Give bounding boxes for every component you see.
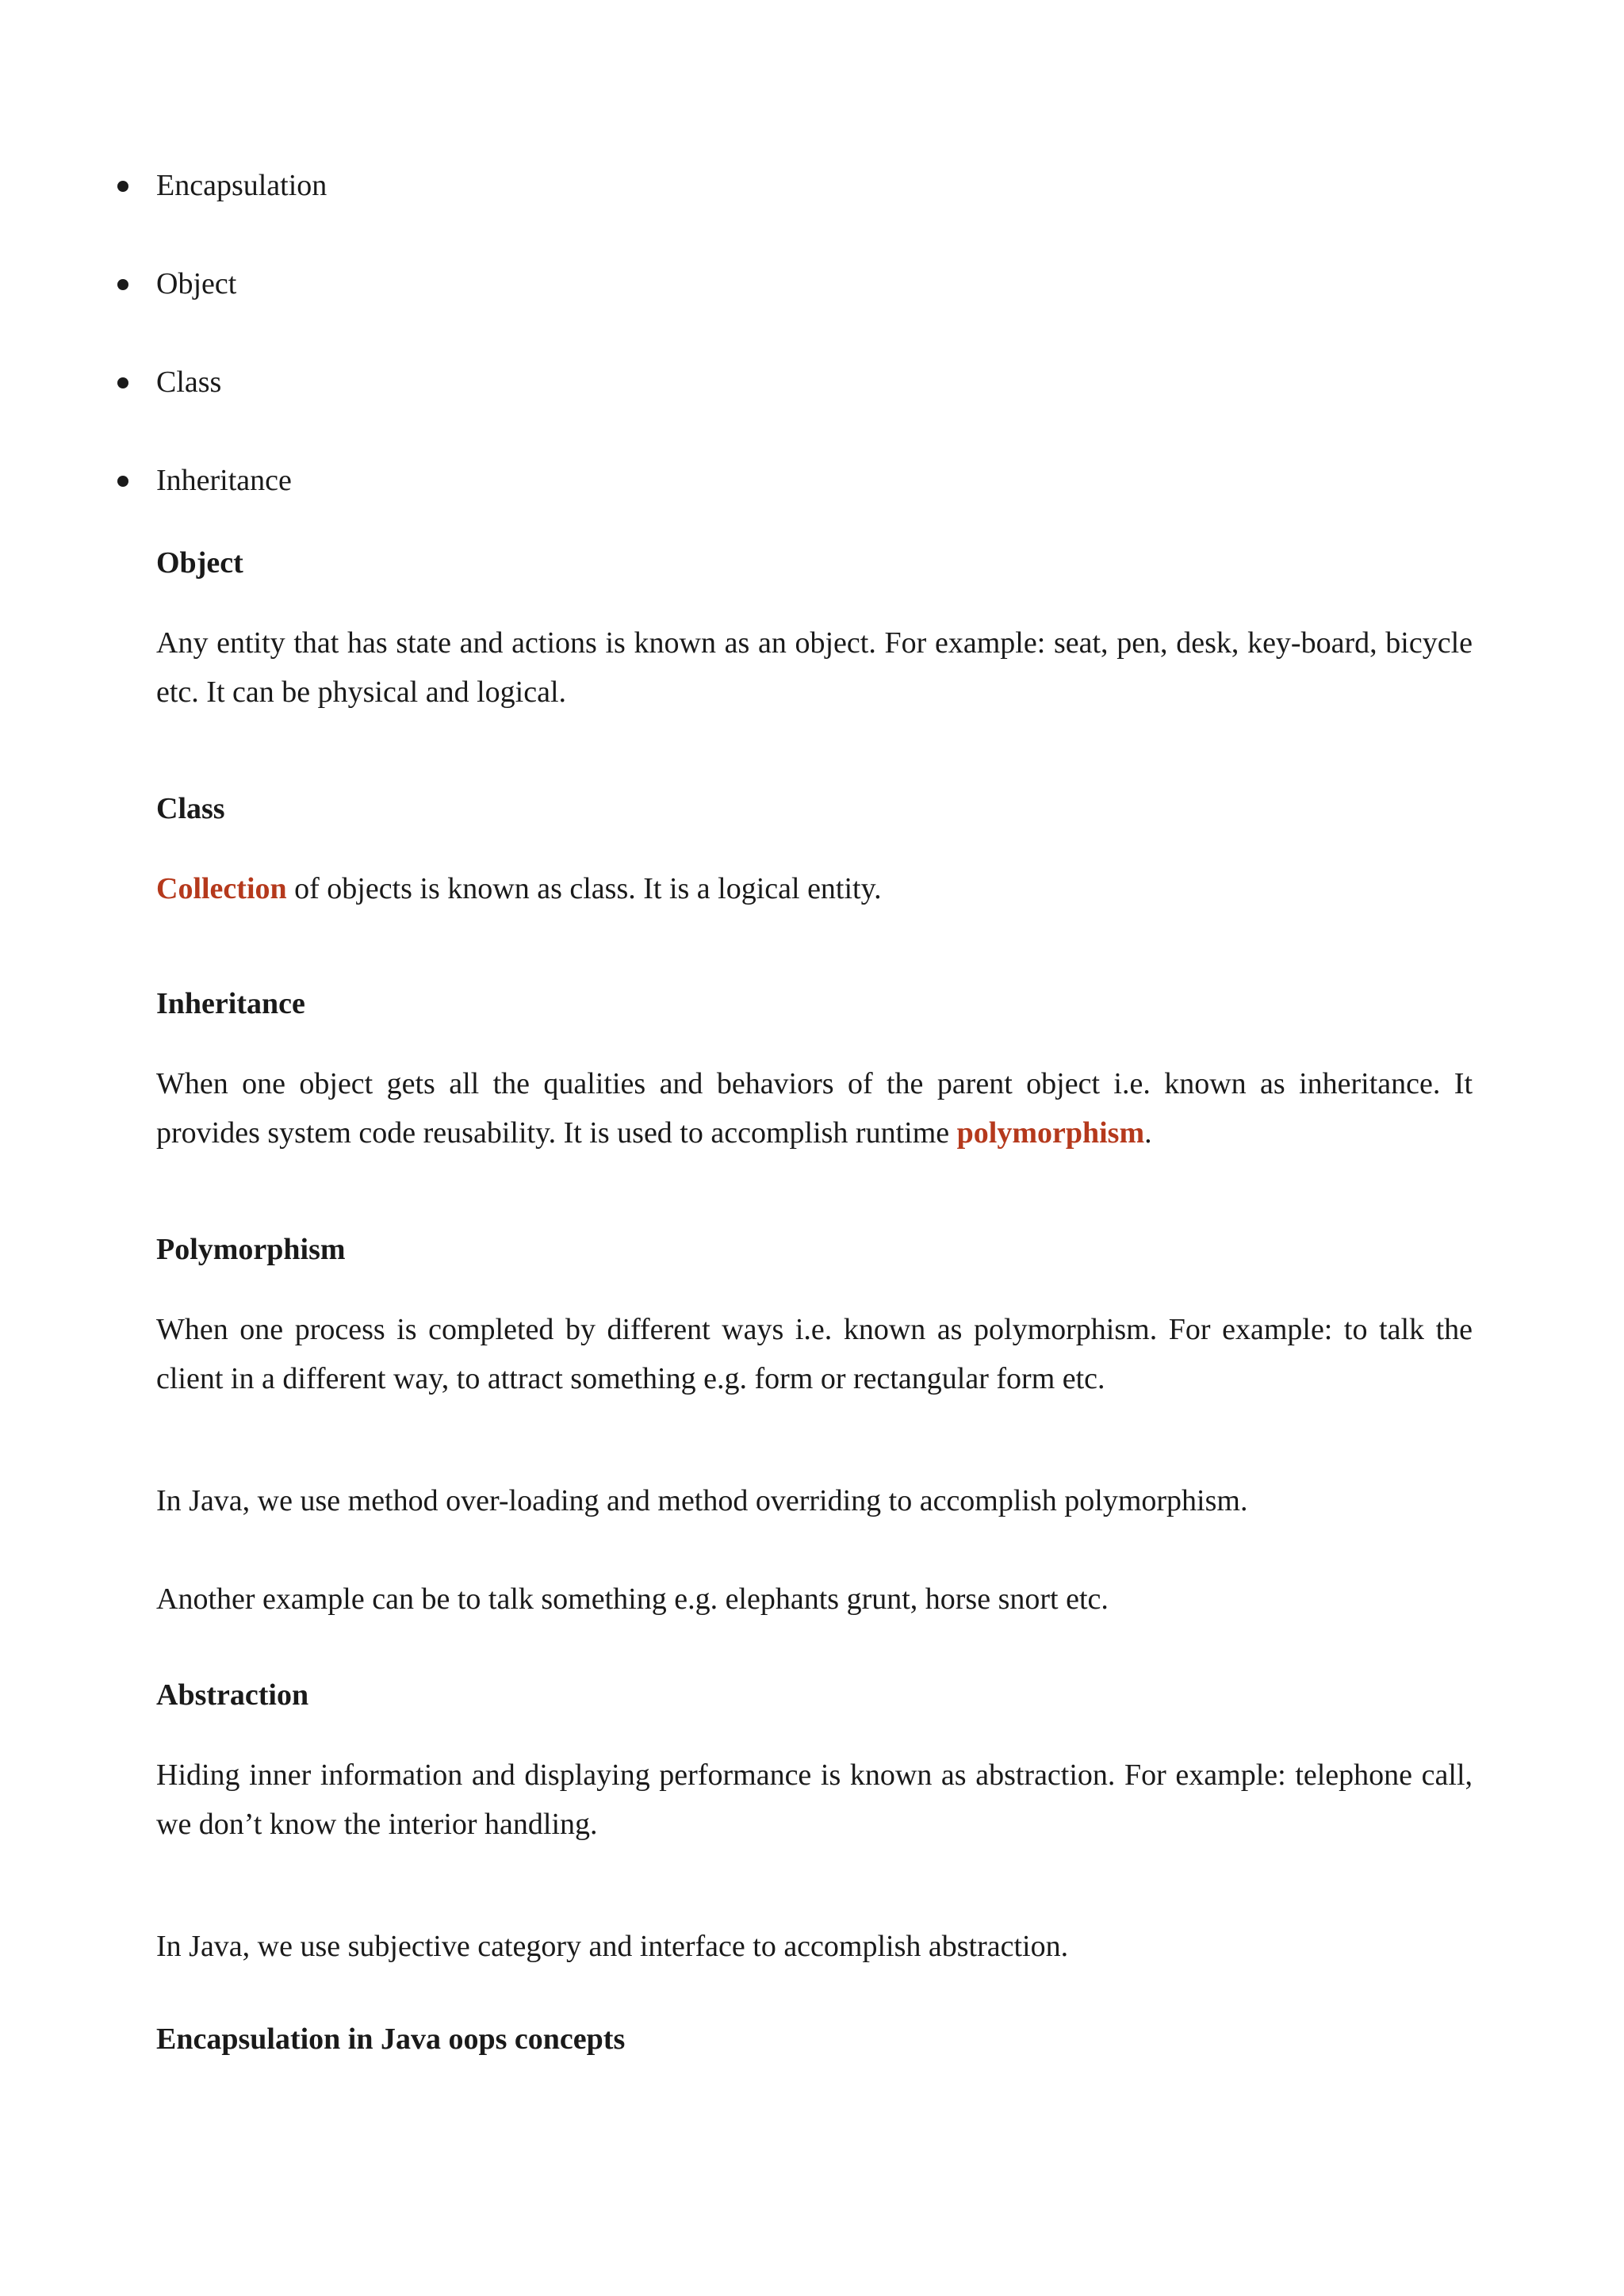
polymorphism-paragraph-3: Another example can be to talk something e.g. elephants grunt, horse snort etc.	[156, 1582, 1109, 1616]
inheritance-paragraph-text: When one object gets all the qualities and behaviors of the parent object i.e. known as inheritance. It provides system code reusability. It is used to accomplish runtime	[156, 1067, 1473, 1150]
list-item: Class	[156, 365, 222, 399]
inheritance-paragraph	[156, 1059, 1473, 1158]
bullet-icon	[117, 279, 128, 290]
encapsulation-heading: Encapsulation in Java oops concepts	[156, 2022, 626, 2056]
abstraction-paragraph-2: In Java, we use subjective category and interface to accomplish abstraction.	[156, 1930, 1069, 1963]
list-item: Encapsulation	[156, 169, 327, 202]
class-paragraph-text: of objects is known as class. It is a logical entity.	[286, 872, 882, 905]
bullet-icon	[117, 476, 128, 487]
polymorphism-link-text: polymorphism	[956, 1116, 1145, 1150]
list-item: Object	[156, 267, 237, 300]
abstraction-paragraph-1: Hiding inner information and displaying performance is known as abstraction. For example: telephone call, we don’t know the interior handling.	[156, 1758, 1473, 1841]
class-paragraph	[156, 864, 1473, 913]
list-item: Inheritance	[156, 464, 292, 497]
bullet-icon	[117, 181, 128, 192]
abstraction-heading: Abstraction	[156, 1678, 309, 1712]
inheritance-paragraph-end: .	[1144, 1116, 1152, 1150]
object-paragraph: Any entity that has state and actions is known as an object. For example: seat, pen, desk, key-board, bicycle etc. It can be physical and logical.	[156, 626, 1473, 709]
polymorphism-paragraph-2: In Java, we use method over-loading and method overriding to accomplish polymorphism.	[156, 1484, 1248, 1517]
polymorphism-heading: Polymorphism	[156, 1233, 346, 1266]
class-heading: Class	[156, 792, 225, 825]
collection-link-text: Collection	[156, 872, 287, 905]
object-heading: Object	[156, 546, 243, 580]
bullet-icon	[117, 377, 128, 388]
inheritance-heading: Inheritance	[156, 987, 305, 1020]
polymorphism-paragraph-1: When one process is completed by different ways i.e. known as polymorphism. For example: to talk the client in a different way, to attract something e.g. form or rectangular form etc.	[156, 1313, 1473, 1395]
